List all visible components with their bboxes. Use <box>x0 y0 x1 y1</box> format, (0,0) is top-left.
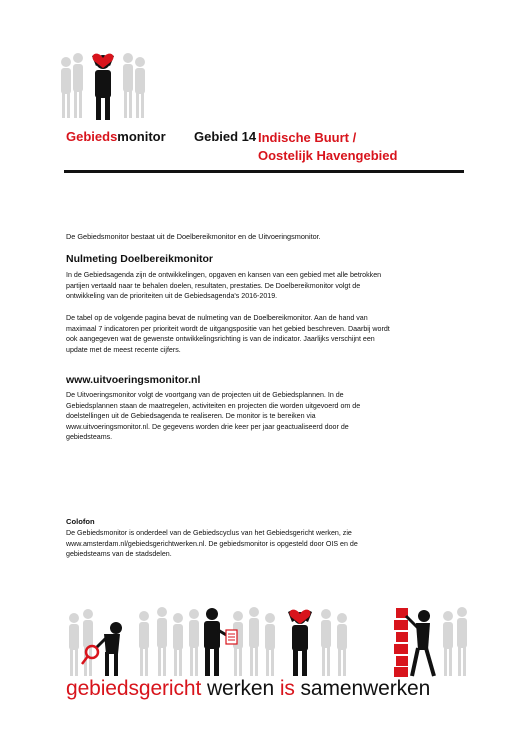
people-heart-logo-icon <box>58 40 148 122</box>
paragraph-colofon: De Gebiedsmonitor is onderdeel van de Gebiedscyclus van het Gebiedsgericht werken, zie www.amsterdam.nl/gebiedsgerichtwerken.nl. De gebiedsmonitor is opgesteld door OIS en de gebiedsteams van de stadsdelen. <box>66 529 358 559</box>
paragraph-doelbereik-1: In de Gebiedsagenda zijn de ontwikkelingen, opgaven en kansen van een gebied met alle betrokken partijen vertaald naar te behalen doelen, resultaten, prestaties. De Doelbereikmonitor volgt de ontwikkeling van de prioriteiten uit de Gebiedsagenda's 2016-2019. <box>66 271 382 301</box>
blocks-figure <box>394 608 434 677</box>
gebied-label: Gebied 14 <box>194 129 257 144</box>
gebied-name: Indische Buurt / Oostelijk Havengebied <box>258 130 398 163</box>
paragraph-doelbereik-2: De tabel op de volgende pagina bevat de nulmeting van de Doelbereikmonitor. Aan de hand van maximaal 7 indicatoren per prioriteit wordt de uitgangspositie van het gebied beschreven. Daarbij wordt ook aangegeven wat de gewenste ontwikkelingsrichting is van de indicator. Jaarlijks verschijnt een update met de meest recente cijfers. <box>66 314 390 354</box>
footer-people-illustration <box>60 600 470 680</box>
heart-figure <box>288 610 312 676</box>
paragraph-uitvoeringsmonitor: De Uitvoeringsmonitor volgt de voortgang van de projecten uit de Gebiedsplannen. In de Gebiedsplannen staan de maatregelen, activiteiten en projecten die worden uitgevoerd om de doelstellingen uit de Gebiedsagenda te realiseren. De monitor is te bereiken via www.uitvoeringsmonitor.nl. De gegevens worden drie keer per jaar geactualiseerd door de gebiedsteams. <box>66 391 361 442</box>
heart-icon <box>290 610 311 624</box>
red-blocks-icon <box>394 608 408 677</box>
brand-red: Gebieds <box>66 129 118 144</box>
section-heading-uitvoeringsmonitor: www.uitvoeringsmonitor.nl <box>66 374 201 386</box>
colofon-heading: Colofon <box>66 517 95 526</box>
brand-black: monitor <box>117 129 166 144</box>
document-icon <box>226 630 237 644</box>
header-rule <box>64 170 464 173</box>
document-figure <box>204 608 237 676</box>
brand-logo-text <box>66 129 166 144</box>
slogan: gebiedsgericht werken is samenwerken <box>66 677 431 700</box>
intro-text: De Gebiedsmonitor bestaat uit de Doelbereikmonitor en de Uitvoeringsmonitor. <box>66 232 321 241</box>
section-heading-doelbereik: Nulmeting Doelbereikmonitor <box>66 253 214 265</box>
